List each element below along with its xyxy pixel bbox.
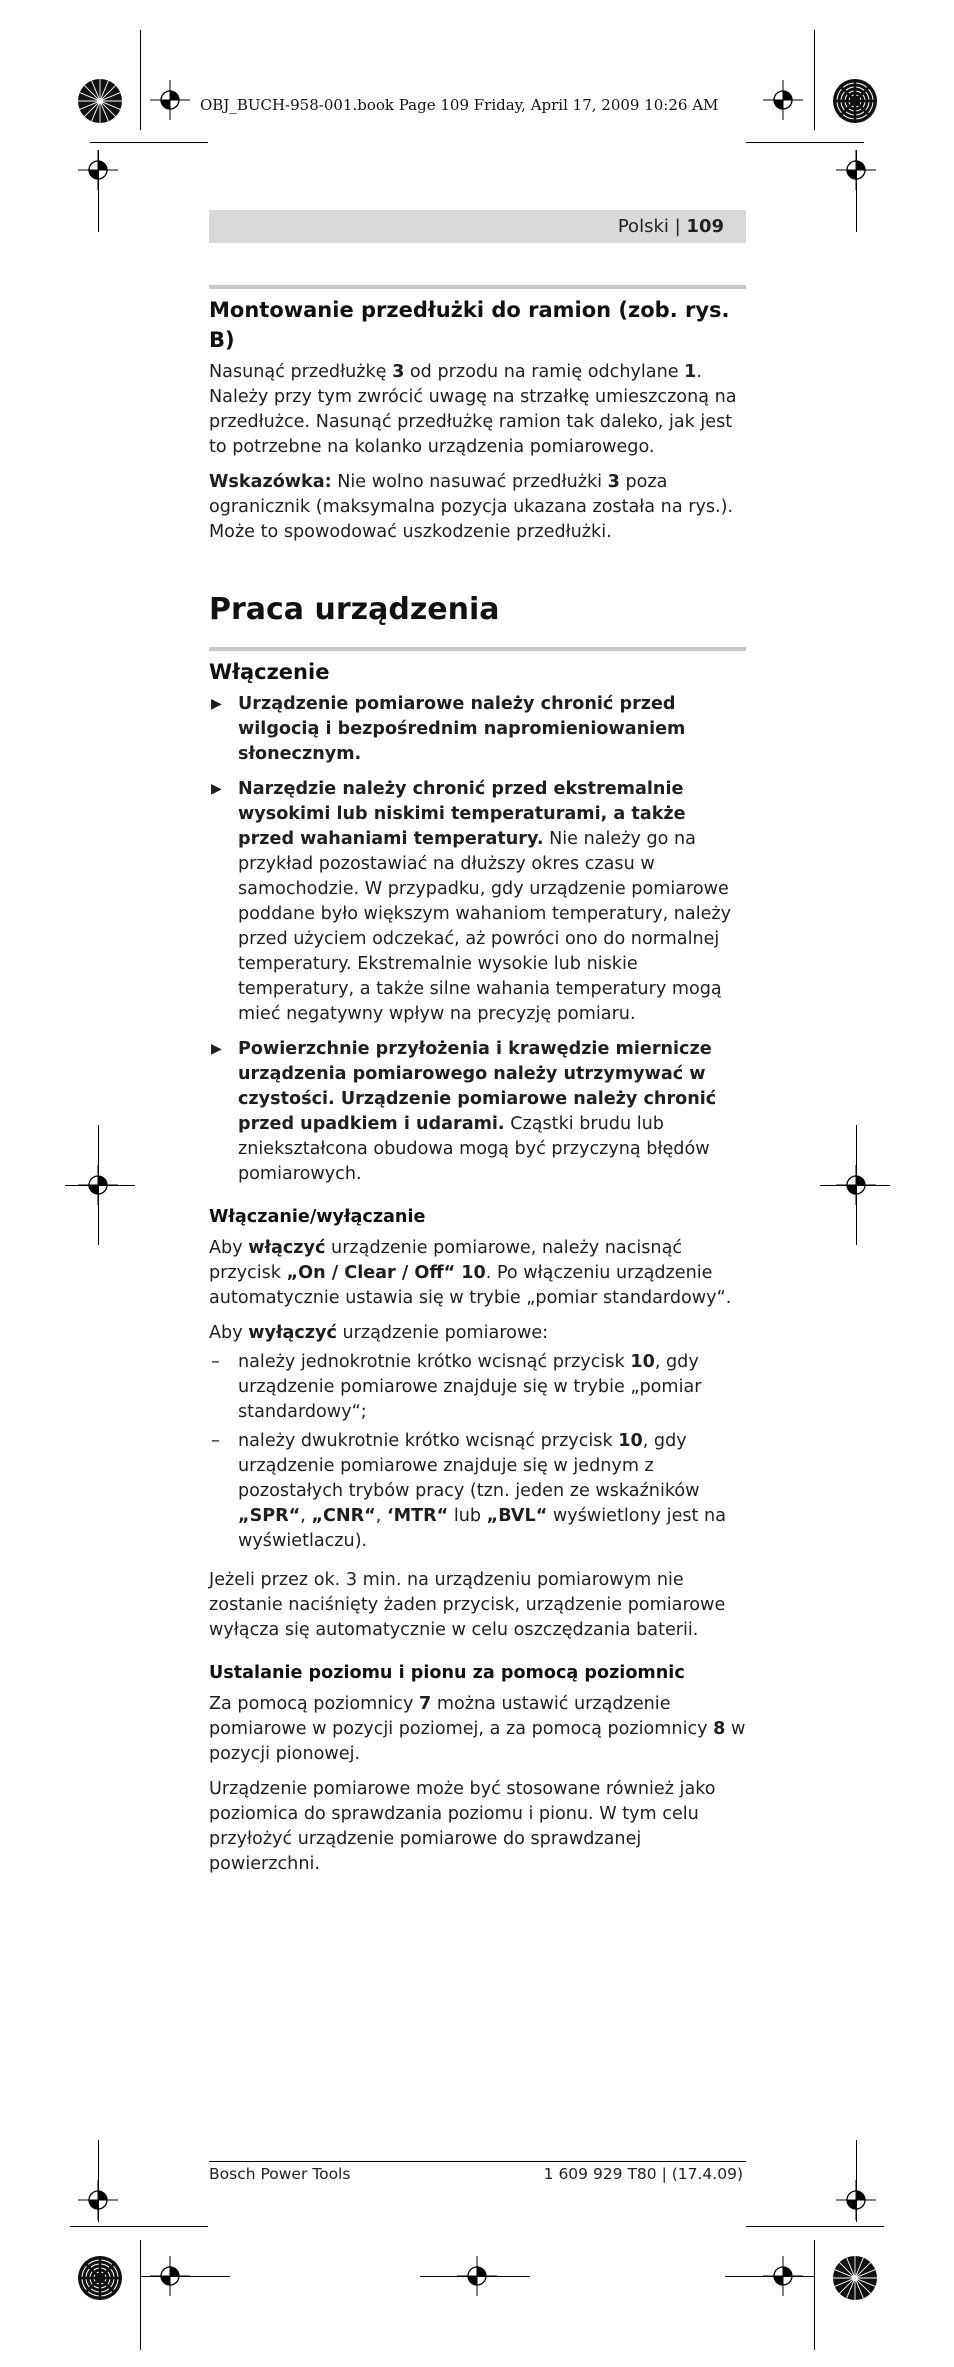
crop-mark xyxy=(90,142,208,143)
dash-list-item: – należy jednokrotnie krótko wcisnąć przycisk 10, gdy urządzenie pomiarowe znajduje się w trybie „pomiar standardowy“; xyxy=(211,1352,702,1422)
crop-mark xyxy=(140,30,141,130)
crop-mark xyxy=(746,142,864,143)
subsection-title-onoff: Włączanie/wyłączanie xyxy=(209,1207,426,1227)
registration-mark-icon xyxy=(78,2180,118,2220)
registration-mark-icon xyxy=(763,2256,803,2296)
header-separator: | xyxy=(674,216,681,237)
header-language: Polski xyxy=(617,216,669,237)
triangle-bullet-icon: ▶ xyxy=(211,1041,222,1057)
warning-bullet: ▶ Urządzenie pomiarowe należy chronić przed wilgocią i bezpośrednim napromieniowaniem słonecznym. xyxy=(211,694,686,764)
paragraph-switch-on: Aby włączyć urządzenie pomiarowe, należy nacisnąć przycisk „On / Clear / Off“ 10. Po włączeniu urządzenie automatycznie ustawia się w trybie „pomiar standardowy“. xyxy=(209,1238,732,1308)
crop-mark xyxy=(746,2226,884,2227)
triangle-bullet-icon: ▶ xyxy=(211,781,222,797)
registration-mark-icon xyxy=(78,1165,118,1205)
star-target-icon xyxy=(77,2255,123,2301)
subsection-title-levels: Ustalanie poziomu i pionu za pomocą poziomnic xyxy=(209,1663,685,1683)
note-label: Wskazówka: xyxy=(209,472,332,492)
registration-mark-icon xyxy=(836,1165,876,1205)
crop-mark xyxy=(140,2276,230,2277)
paragraph-mounting: Nasunąć przedłużkę 3 od przodu na ramię odchylane 1. Należy przy tym zwrócić uwagę na strzałkę umieszczoną na przedłużce. Nasunąć przedłużkę ramion tak daleko, jak jest to potrzebne na kolanko urządzenia pomiarowego. xyxy=(209,362,737,457)
registration-mark-icon xyxy=(150,80,190,120)
print-info: OBJ_BUCH-958-001.book Page 109 Friday, April 17, 2009 10:26 AM xyxy=(200,96,719,114)
crop-mark xyxy=(814,2240,815,2350)
warning-bullet: ▶ Narzędzie należy chronić przed ekstremalnie wysokimi lub niskimi temperaturami, a także przed wahaniami temperatury. Nie należy go na przykład pozostawiać na dłuższy okres czasu w samochodzie. W przypadku, gdy urządzenie pomiarowe poddane było większym wahaniom temperatury, należy przed użyciem odczekać, aż powróci ono do normalnej temperatury. Ekstremalnie wysokie lub niskie temperatury, a także silne wahania temperatury mogą mieć negatywny wpływ na precyzję pomiaru. xyxy=(211,779,732,1024)
section-rule xyxy=(209,285,746,289)
section-rule xyxy=(209,647,746,651)
section-title-startup: Włączenie xyxy=(209,660,330,684)
footer-publisher: Bosch Power Tools xyxy=(209,2165,351,2183)
registration-mark-icon xyxy=(78,150,118,190)
page-number: 109 xyxy=(686,216,724,237)
header-text xyxy=(618,216,724,237)
registration-mark-icon xyxy=(836,150,876,190)
paragraph-levels: Za pomocą poziomnicy 7 można ustawić urządzenie pomiarowe w pozycji poziomej, a za pomocą poziomnicy 8 w pozycji pionowej. xyxy=(209,1694,746,1764)
paragraph-spirit-level: Urządzenie pomiarowe może być stosowane również jako poziomica do sprawdzania poziomu i pionu. W tym celu przyłożyć urządzenie pomiarowe do sprawdzanej powierzchni. xyxy=(209,1779,716,1874)
paragraph-switch-off: Aby wyłączyć urządzenie pomiarowe: xyxy=(209,1323,549,1343)
section-title-mounting: Montowanie przedłużki do ramion (zob. rys. B) xyxy=(209,298,730,352)
note-paragraph: Wskazówka: Nie wolno nasuwać przedłużki 3 poza ogranicznik (maksymalna pozycja ukazana została na rys.). Może to spowodować uszkodzenie przedłużki. xyxy=(209,472,734,542)
star-target-icon xyxy=(832,2255,878,2301)
chapter-title-operation: Praca urządzenia xyxy=(209,592,500,627)
paragraph-auto-off: Jeżeli przez ok. 3 min. na urządzeniu pomiarowym nie zostanie naciśnięty żaden przycisk, urządzenie pomiarowe wyłącza się automatycznie w celu oszczędzania baterii. xyxy=(209,1570,726,1640)
registration-mark-icon xyxy=(457,2256,497,2296)
crop-mark xyxy=(70,2226,208,2227)
dash-list-item: – należy dwukrotnie krótko wcisnąć przycisk 10, gdy urządzenie pomiarowe znajduje się w jednym z pozostałych trybów pracy (tzn. jeden ze wskaźników „SPR“, „CNR“, ‘MTR“ lub „BVL“ wyświetlony jest na wyświetlaczu). xyxy=(211,1431,726,1551)
main-column xyxy=(209,285,746,1887)
crop-mark xyxy=(814,30,815,130)
warning-bullet: ▶ Powierzchnie przyłożenia i krawędzie miernicze urządzenia pomiarowego należy utrzymywać w czystości. Urządzenie pomiarowe należy chronić przed upadkiem i udarami. Cząstki brudu lub zniekształcona obudowa mogą być przyczyną błędów pomiarowych. xyxy=(211,1039,717,1184)
footer-rule xyxy=(209,2161,746,2162)
triangle-bullet-icon: ▶ xyxy=(211,696,222,712)
star-target-icon xyxy=(832,78,878,124)
star-target-icon xyxy=(77,78,123,124)
dash-bullet: – xyxy=(211,1431,220,1451)
dash-bullet: – xyxy=(211,1352,220,1372)
crop-mark xyxy=(140,2240,141,2350)
registration-mark-icon xyxy=(763,80,803,120)
footer-doc-number: 1 609 929 T80 | (17.4.09) xyxy=(543,2165,743,2183)
registration-mark-icon xyxy=(836,2180,876,2220)
page-header xyxy=(209,210,746,243)
